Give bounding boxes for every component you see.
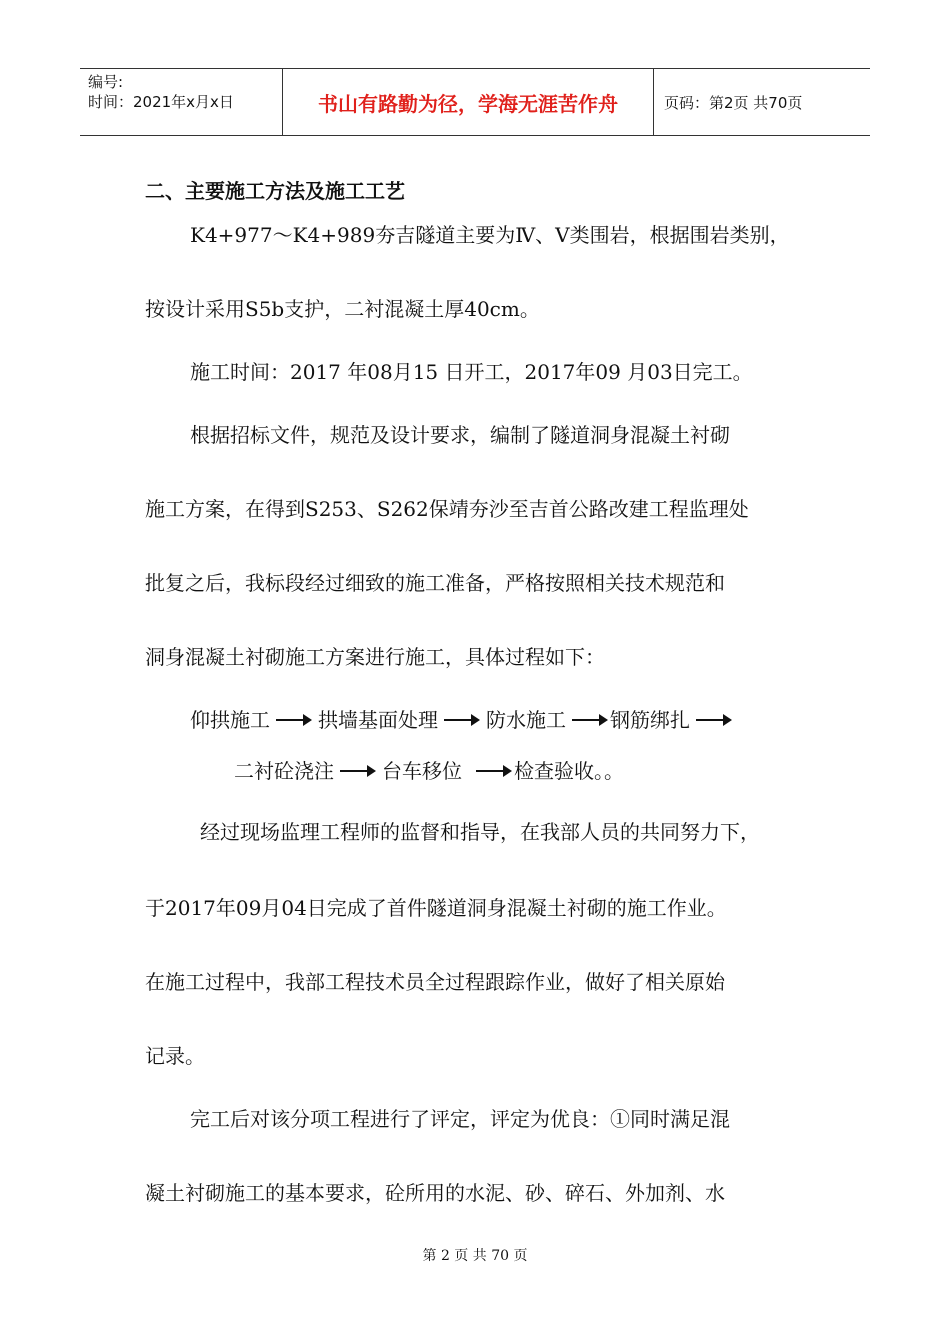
body-line-6: 批复之后，我标段经过细致的施工准备，严格按照相关技术规范和 <box>145 571 725 595</box>
arrow-right-icon <box>572 714 608 726</box>
flow-step-pour: 二衬砼浇注 <box>234 759 334 783</box>
flow-step-rebar: 钢筋绑扎 <box>610 708 690 732</box>
arrow-right-icon <box>444 714 480 726</box>
body-line-4: 根据招标文件，规范及设计要求，编制了隧道洞身混凝土衬砌 <box>190 423 730 447</box>
arrow-right-icon <box>276 714 312 726</box>
header-motto <box>283 69 654 135</box>
process-flow-row-2 <box>234 759 624 783</box>
body-line-12: 完工后对该分项工程进行了评定，评定为优良：①同时满足混 <box>190 1107 730 1131</box>
header-page-info <box>654 69 870 135</box>
body-line-1: K4+977～K4+989夯吉隧道主要为Ⅳ、Ⅴ类围岩，根据围岩类别， <box>190 223 790 247</box>
flow-step-waterproof: 防水施工 <box>486 708 566 732</box>
flow-step-invert: 仰拱施工 <box>190 708 270 732</box>
page-header <box>80 68 870 136</box>
header-meta <box>80 69 283 135</box>
motto-text: 书山有路勤为径，学海无涯苦作舟 <box>318 91 618 116</box>
flow-step-inspection: 检查验收。。 <box>514 759 624 783</box>
section-heading: 二、主要施工方法及施工工艺 <box>145 179 405 203</box>
page-info-text: 页码：第2页 共70页 <box>664 93 803 112</box>
body-line-11: 记录。 <box>145 1044 205 1068</box>
body-line-9: 于2017年09月04日完成了首件隧道洞身混凝土衬砌的施工作业。 <box>145 896 727 920</box>
arrow-right-icon <box>696 714 732 726</box>
process-flow-row-1 <box>190 708 738 732</box>
flow-step-trolley: 台车移位 <box>382 759 462 783</box>
body-line-2: 按设计采用S5b支护，二衬混凝土厚40cm。 <box>145 297 540 321</box>
document-number-label: 编号: <box>88 73 124 91</box>
body-line-8: 经过现场监理工程师的监督和指导，在我部人员的共同努力下， <box>200 820 760 844</box>
body-line-7: 洞身混凝土衬砌施工方案进行施工，具体过程如下： <box>145 645 605 669</box>
arrow-right-icon <box>340 765 376 777</box>
arrow-right-icon <box>476 765 512 777</box>
document-date: 时间：2021年x月x日 <box>88 93 234 111</box>
body-line-3: 施工时间：2017 年08月15 日开工，2017年09 月03日完工。 <box>190 360 753 384</box>
body-line-10: 在施工过程中，我部工程技术员全过程跟踪作业，做好了相关原始 <box>145 970 725 994</box>
body-line-5: 施工方案，在得到S253、S262保靖夯沙至吉首公路改建工程监理处 <box>145 497 749 521</box>
body-line-13: 凝土衬砌施工的基本要求，砼所用的水泥、砂、碎石、外加剂、水 <box>145 1181 725 1205</box>
page-footer: 第 2 页 共 70 页 <box>422 1248 528 1264</box>
flow-step-wall-base: 拱墙基面处理 <box>318 708 438 732</box>
